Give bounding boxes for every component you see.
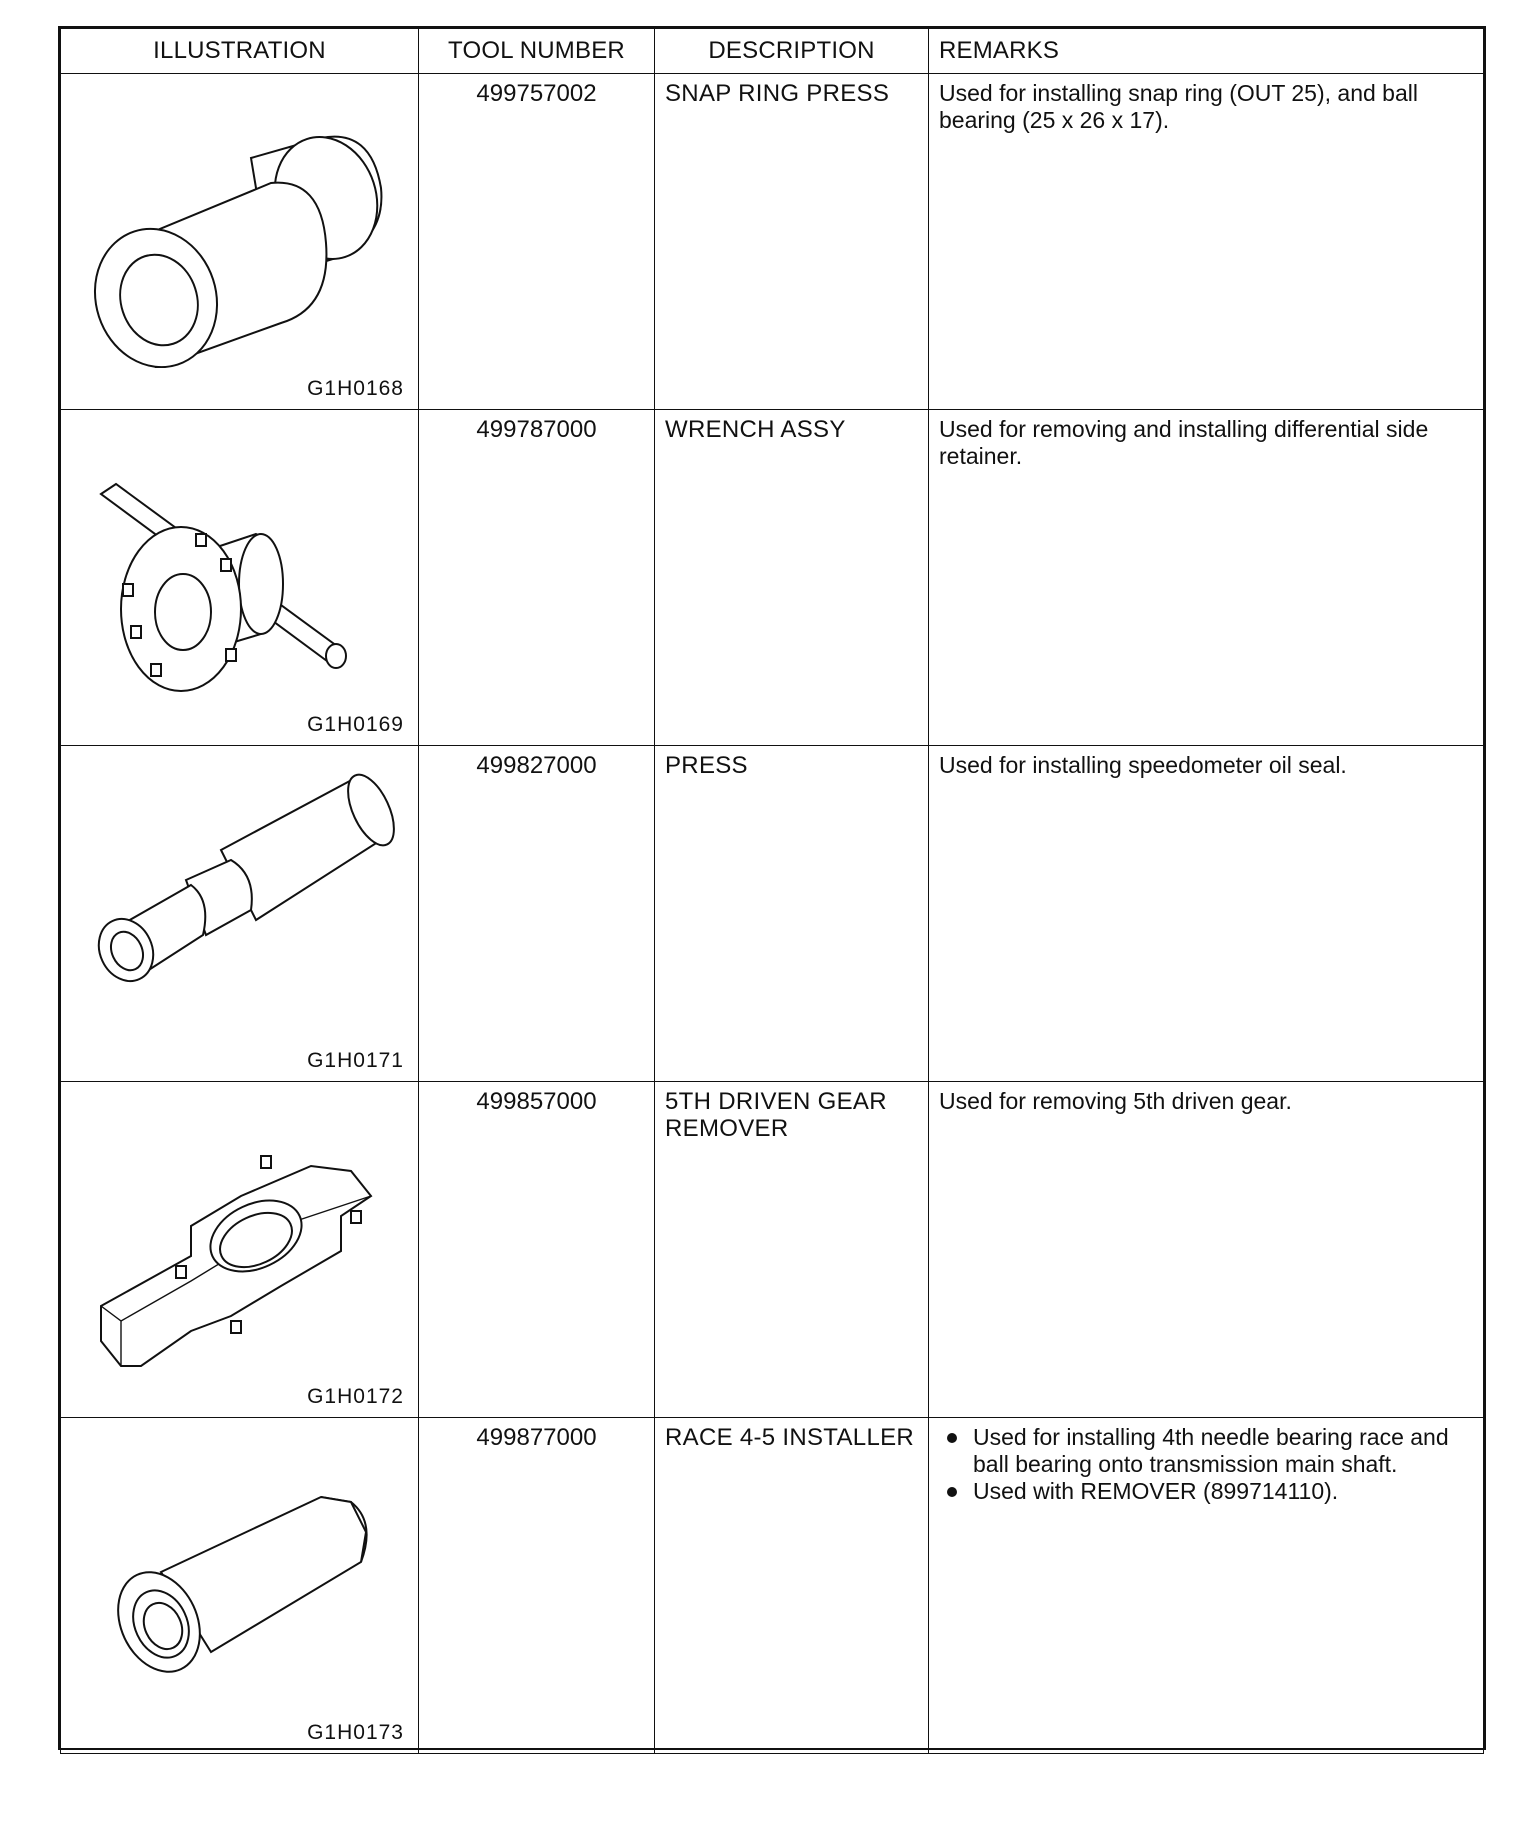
remarks-cell: Used for installing snap ring (OUT 25), and ball bearing (25 x 26 x 17). [929,74,1484,410]
tool-number-cell: 499787000 [419,410,655,746]
description-cell: PRESS [655,746,929,1082]
bullet-icon [947,1433,957,1443]
table-row [61,1082,1484,1418]
tool-number-cell: 499857000 [419,1082,655,1418]
header-tool-number: TOOL NUMBER [419,29,655,74]
remarks-list-item [939,1478,1471,1505]
illustration-cell [61,1418,419,1754]
wrench-assy-illustration [81,434,401,704]
press-illustration [81,770,401,1040]
bullet-icon [947,1487,957,1497]
remarks-cell: Used for installing speedometer oil seal. [929,746,1484,1082]
remarks-cell [929,1418,1484,1754]
figure-code: G1H0169 [307,713,404,736]
illustration-cell [61,1082,419,1418]
figure-code: G1H0173 [307,1721,404,1744]
special-tools-table [60,28,1484,1754]
tool-number-cell: 499827000 [419,746,655,1082]
snap-ring-press-illustration [81,98,401,368]
remarks-cell: Used for removing 5th driven gear. [929,1082,1484,1418]
description-cell: WRENCH ASSY [655,410,929,746]
table-row [61,746,1484,1082]
tool-number-cell: 499757002 [419,74,655,410]
header-row [61,29,1484,74]
remarks-item-text: Used for installing 4th needle bearing race and ball bearing onto transmission main shaft. [973,1424,1449,1477]
gear-remover-illustration [81,1106,401,1376]
header-description: DESCRIPTION [655,29,929,74]
race-installer-illustration [81,1442,401,1712]
table-row [61,410,1484,746]
figure-code: G1H0172 [307,1385,404,1408]
description-cell: SNAP RING PRESS [655,74,929,410]
header-illustration: ILLUSTRATION [61,29,419,74]
tool-number-cell: 499877000 [419,1418,655,1754]
illustration-cell [61,74,419,410]
remarks-list [939,1424,1471,1505]
illustration-cell [61,746,419,1082]
figure-code: G1H0168 [307,377,404,400]
description-cell: 5TH DRIVEN GEAR REMOVER [655,1082,929,1418]
special-tools-sheet [58,26,1486,1750]
remarks-list-item [939,1424,1471,1478]
figure-code: G1H0171 [307,1049,404,1072]
table-row [61,74,1484,410]
header-remarks: REMARKS [929,29,1484,74]
table-row [61,1418,1484,1754]
remarks-cell: Used for removing and installing differential side retainer. [929,410,1484,746]
description-cell: RACE 4-5 INSTALLER [655,1418,929,1754]
remarks-item-text: Used with REMOVER (899714110). [973,1478,1339,1504]
illustration-cell [61,410,419,746]
